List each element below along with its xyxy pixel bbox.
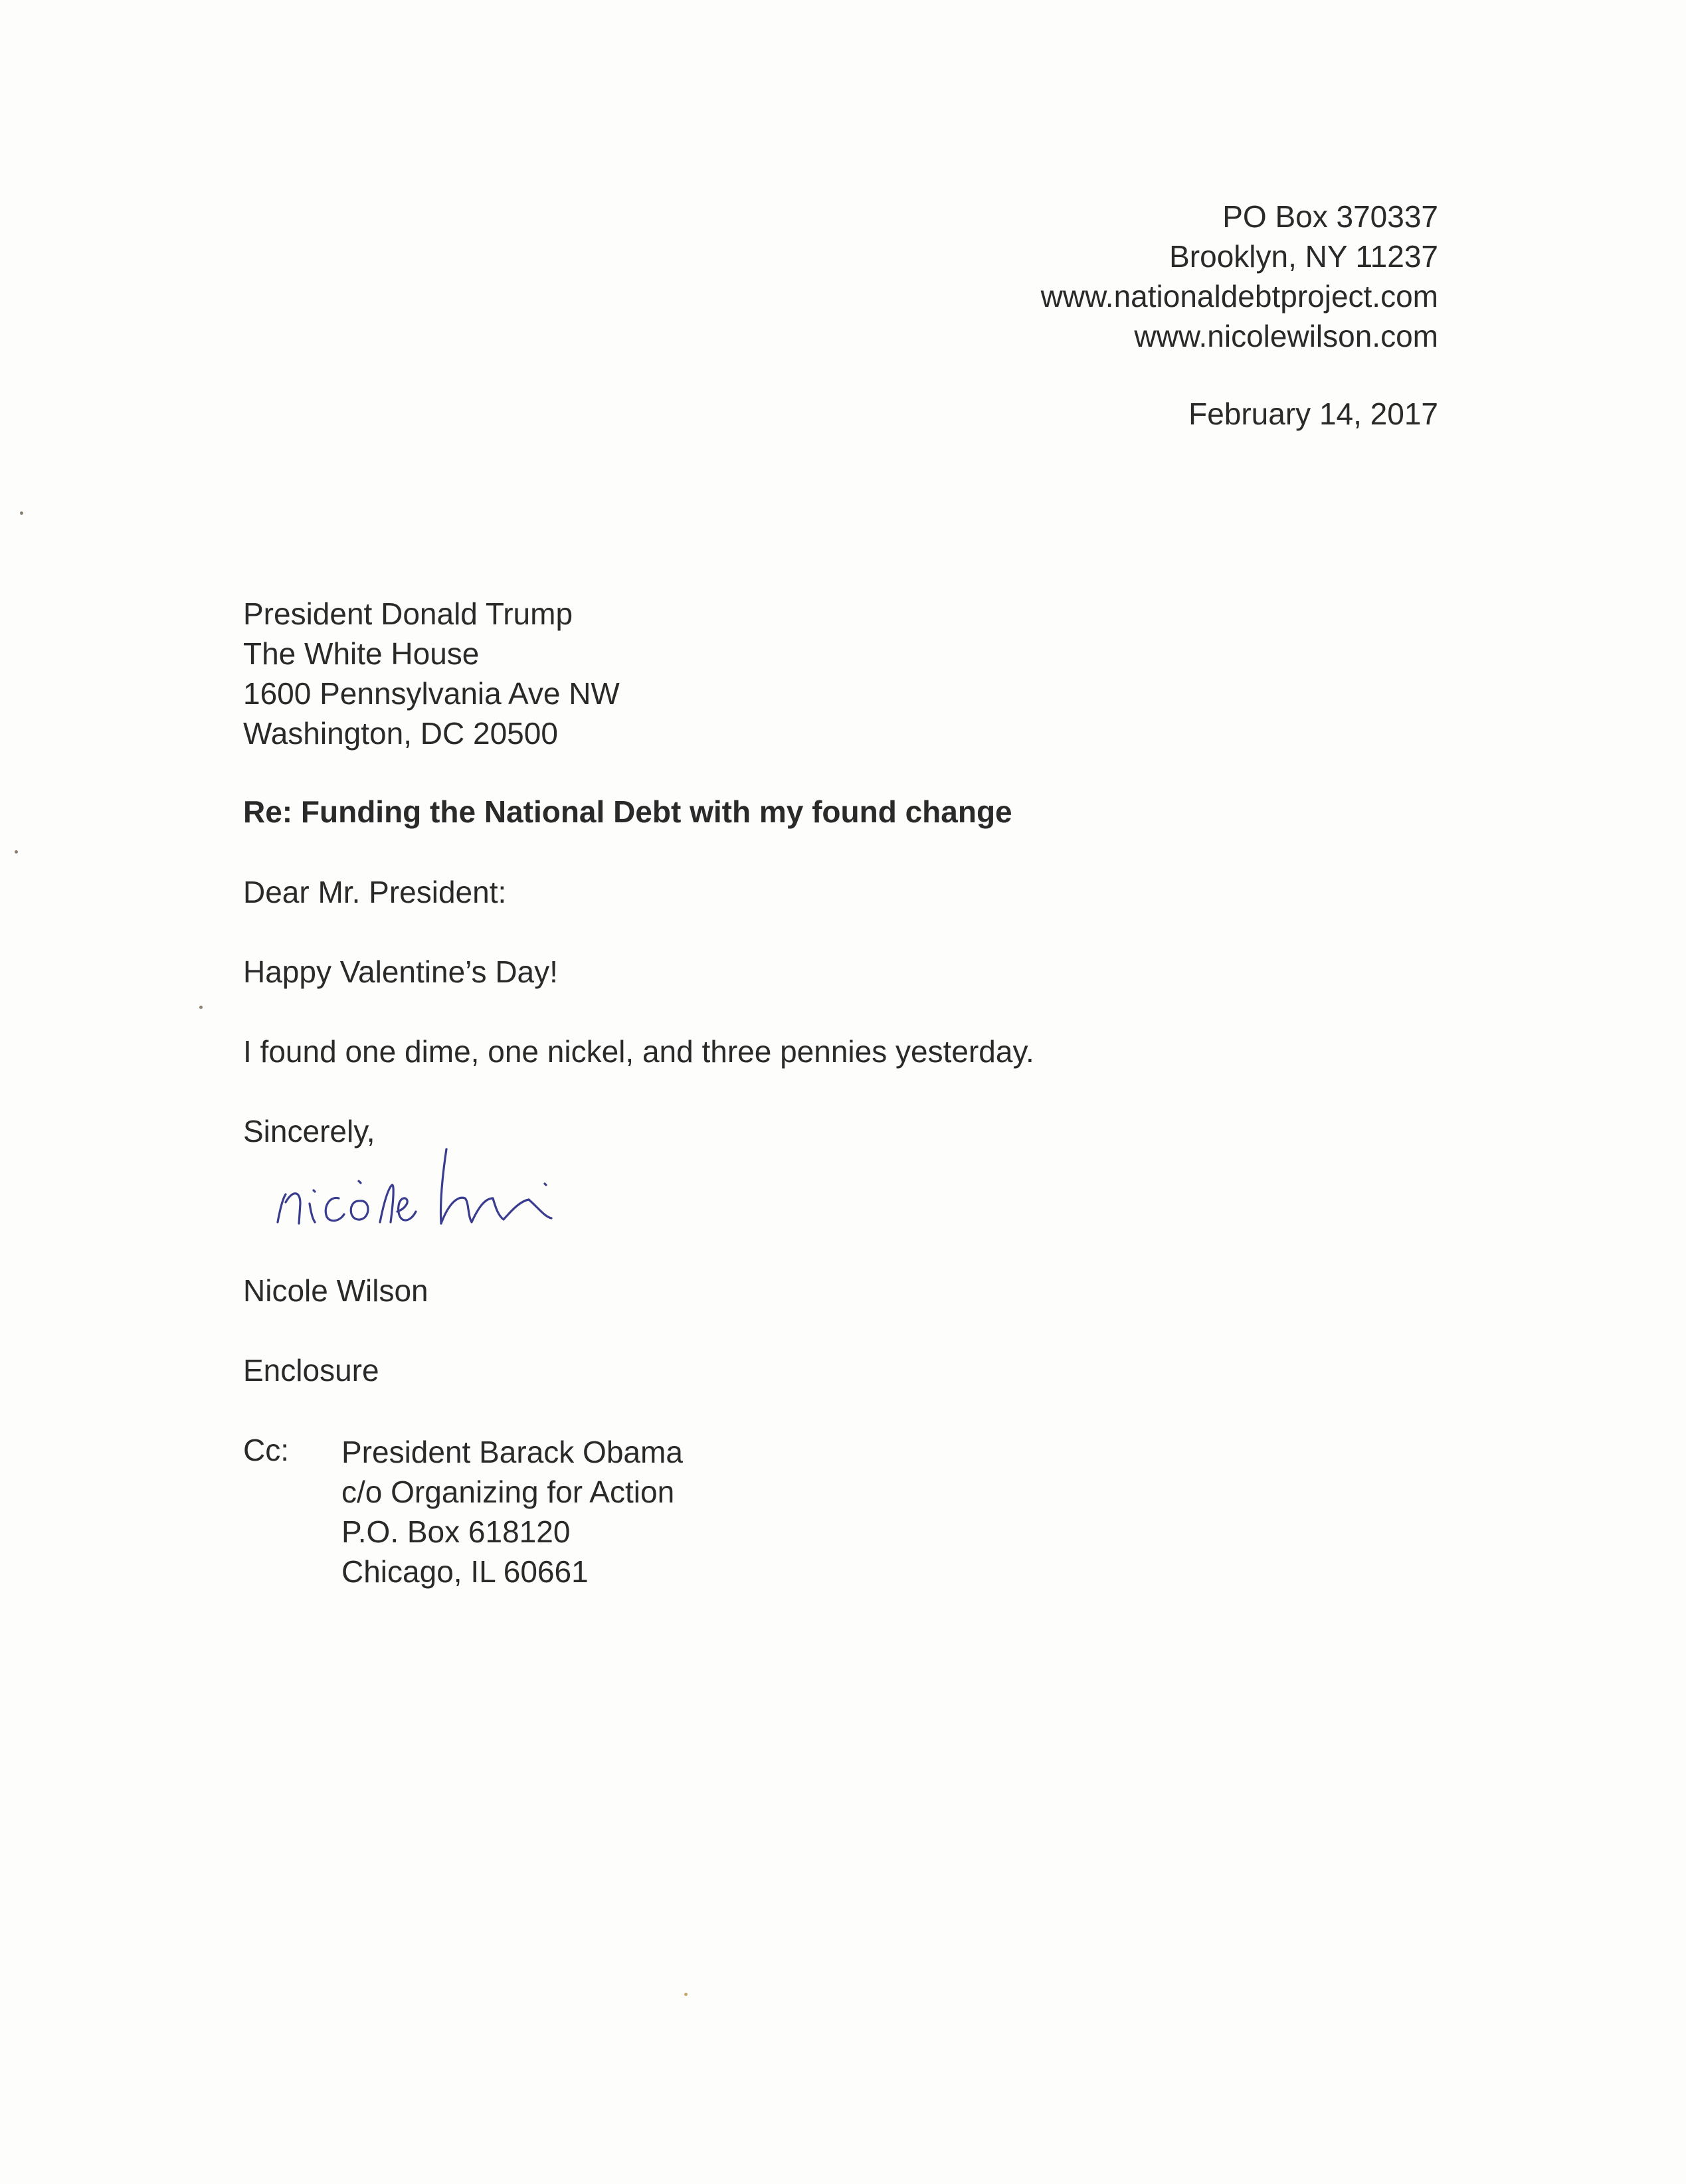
scan-speck (15, 850, 18, 854)
sender-website: www.nicolewilson.com (1134, 319, 1438, 353)
recipient-address (243, 594, 620, 753)
recipient-line: President Donald Trump (243, 596, 573, 631)
sender-line: PO Box 370337 (1222, 199, 1438, 234)
scan-speck (20, 511, 23, 515)
cc-line: P.O. Box 618120 (341, 1514, 571, 1549)
scan-speck (684, 1993, 688, 1996)
closing: Sincerely, (243, 1114, 375, 1148)
sender-website: www.nationaldebtproject.com (1040, 279, 1438, 314)
cc-label: Cc: (243, 1433, 289, 1467)
scan-speck (199, 1006, 203, 1009)
cc-line: President Barack Obama (341, 1435, 683, 1469)
signer-name: Nicole Wilson (243, 1273, 428, 1308)
enclosure-note: Enclosure (243, 1353, 379, 1388)
sender-line: Brooklyn, NY 11237 (1169, 239, 1438, 274)
cc-line: Chicago, IL 60661 (341, 1554, 589, 1589)
body-paragraph: I found one dime, one nickel, and three pennies yesterday. (243, 1034, 1034, 1069)
recipient-line: 1600 Pennsylvania Ave NW (243, 676, 620, 711)
cc-address (341, 1432, 683, 1592)
subject-line: Re: Funding the National Debt with my found change (243, 794, 1012, 829)
handwritten-signature (266, 1129, 744, 1249)
letter-date: February 14, 2017 (1188, 397, 1438, 431)
recipient-line: Washington, DC 20500 (243, 716, 558, 751)
sender-address (1041, 197, 1438, 356)
cc-line: c/o Organizing for Action (341, 1475, 675, 1509)
recipient-line: The White House (243, 636, 480, 671)
greeting: Happy Valentine’s Day! (243, 955, 558, 989)
salutation: Dear Mr. President: (243, 875, 507, 909)
